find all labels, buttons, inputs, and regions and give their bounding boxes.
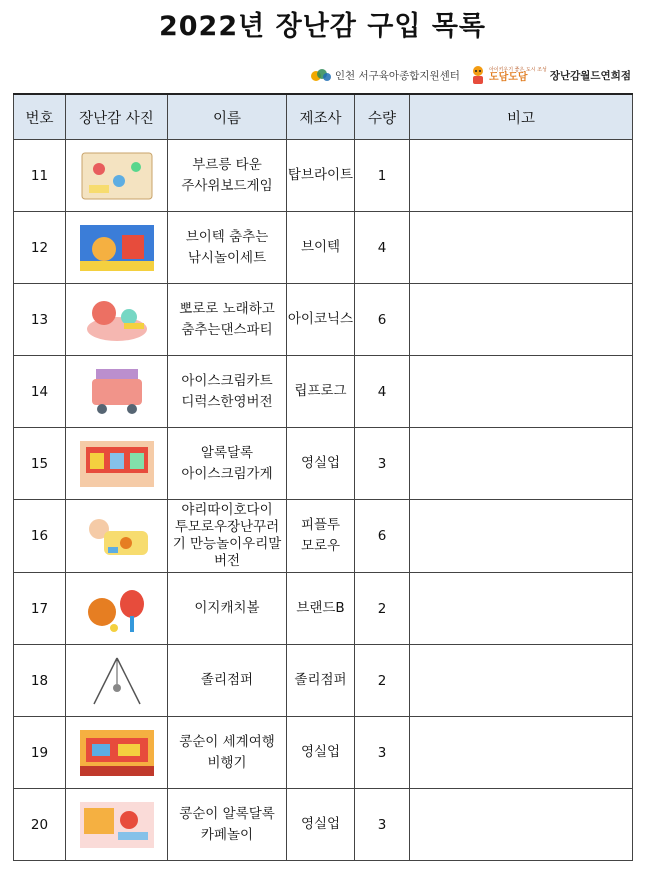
- toy-maker: 브이텍: [287, 212, 355, 284]
- toy-quantity: 4: [355, 212, 410, 284]
- row-number: 14: [14, 356, 66, 428]
- toy-maker: 영실업: [287, 717, 355, 789]
- row-number: 16: [14, 500, 66, 573]
- toy-name: 브이텍 춤추는 낚시놀이세트: [168, 212, 287, 284]
- toy-note: [410, 284, 633, 356]
- table-header-row: [14, 94, 633, 140]
- dodam-branch-name: 장난감월드연희점: [549, 69, 631, 82]
- row-number: 13: [14, 284, 66, 356]
- photo-cell: [66, 717, 168, 789]
- toy-quantity: 2: [355, 645, 410, 717]
- table-row: [14, 428, 633, 500]
- toy-maker: 브랜드B: [287, 573, 355, 645]
- header-number: 번호: [14, 94, 66, 140]
- toy-name: 콩순이 세계여행 비행기: [168, 717, 287, 789]
- toy-maker: 립프로그: [287, 356, 355, 428]
- toy-note: [410, 789, 633, 861]
- toy-quantity: 4: [355, 356, 410, 428]
- toy-name: 부르릉 타운 주사위보드게임: [168, 140, 287, 212]
- row-number: 20: [14, 789, 66, 861]
- table-row: [14, 717, 633, 789]
- board-game-photo: [74, 149, 160, 203]
- table-row: [14, 645, 633, 717]
- dodam-logo: [470, 65, 631, 85]
- ice-cream-cart-photo: [74, 365, 160, 419]
- fishing-set-photo: [74, 221, 160, 275]
- dance-party-photo: [74, 293, 160, 347]
- table-row: [14, 500, 633, 573]
- row-number: 11: [14, 140, 66, 212]
- row-number: 19: [14, 717, 66, 789]
- toy-name: 야리따이호다이 투모로우장난꾸러 기 만능놀이우리말 버전: [168, 500, 287, 573]
- cafe-toy-photo: [74, 798, 160, 852]
- toy-quantity: 3: [355, 717, 410, 789]
- toy-maker: 졸리점퍼: [287, 645, 355, 717]
- photo-cell: [66, 140, 168, 212]
- toy-note: [410, 140, 633, 212]
- activity-toy-photo: [74, 509, 160, 563]
- toy-note: [410, 645, 633, 717]
- photo-cell: [66, 428, 168, 500]
- dodam-tagline: 아이키우기 좋은 도시 조성: [488, 66, 547, 73]
- toy-maker: 탑브라이트: [287, 140, 355, 212]
- row-number: 15: [14, 428, 66, 500]
- row-number: 18: [14, 645, 66, 717]
- toy-note: [410, 717, 633, 789]
- row-number: 17: [14, 573, 66, 645]
- toy-name: 알록달록 아이스크림가게: [168, 428, 287, 500]
- jumper-photo: [74, 654, 160, 708]
- toy-note: [410, 212, 633, 284]
- seogu-center-name: 인천 서구육아종합지원센터: [334, 69, 460, 82]
- toy-name: 콩순이 알록달록 카페놀이: [168, 789, 287, 861]
- toy-quantity: 3: [355, 789, 410, 861]
- toy-quantity: 3: [355, 428, 410, 500]
- photo-cell: [66, 212, 168, 284]
- photo-cell: [66, 645, 168, 717]
- dodam-brand: 도담도담: [488, 71, 528, 83]
- toy-maker: 피플투 모로우: [287, 500, 355, 573]
- table-row: [14, 573, 633, 645]
- toy-note: [410, 356, 633, 428]
- table-row: [14, 140, 633, 212]
- toy-note: [410, 428, 633, 500]
- toy-maker: 아이코닉스: [287, 284, 355, 356]
- seogu-center-logo: [310, 66, 460, 84]
- photo-cell: [66, 573, 168, 645]
- toy-quantity: 6: [355, 284, 410, 356]
- row-number: 12: [14, 212, 66, 284]
- table-row: [14, 356, 633, 428]
- toy-name: 아이스크림카트 디럭스한영버전: [168, 356, 287, 428]
- photo-cell: [66, 284, 168, 356]
- logo-area: [310, 64, 631, 86]
- photo-cell: [66, 789, 168, 861]
- page-title: 2022년 장난감 구입 목록: [158, 11, 486, 42]
- toy-quantity: 1: [355, 140, 410, 212]
- toy-name: 이지캐치볼: [168, 573, 287, 645]
- catch-ball-photo: [74, 582, 160, 636]
- header-quantity: 수량: [355, 94, 410, 140]
- header-note: 비고: [410, 94, 633, 140]
- toy-quantity: 2: [355, 573, 410, 645]
- ice-cream-shop-photo: [74, 437, 160, 491]
- toy-quantity: 6: [355, 500, 410, 573]
- toy-note: [410, 573, 633, 645]
- toy-note: [410, 500, 633, 573]
- airplane-toy-photo: [74, 726, 160, 780]
- photo-cell: [66, 500, 168, 573]
- toy-name: 졸리점퍼: [168, 645, 287, 717]
- toy-purchase-table: [13, 93, 633, 861]
- toy-name: 뽀로로 노래하고 춤추는댄스파티: [168, 284, 287, 356]
- toy-maker: 영실업: [287, 428, 355, 500]
- table-row: [14, 212, 633, 284]
- header-name: 이름: [168, 94, 287, 140]
- table-row: [14, 789, 633, 861]
- seogu-logo-icon: [310, 66, 332, 84]
- photo-cell: [66, 356, 168, 428]
- header-maker: 제조사: [287, 94, 355, 140]
- table-row: [14, 284, 633, 356]
- header-photo: 장난감 사진: [66, 94, 168, 140]
- toy-maker: 영실업: [287, 789, 355, 861]
- dodam-logo-icon: [470, 65, 486, 85]
